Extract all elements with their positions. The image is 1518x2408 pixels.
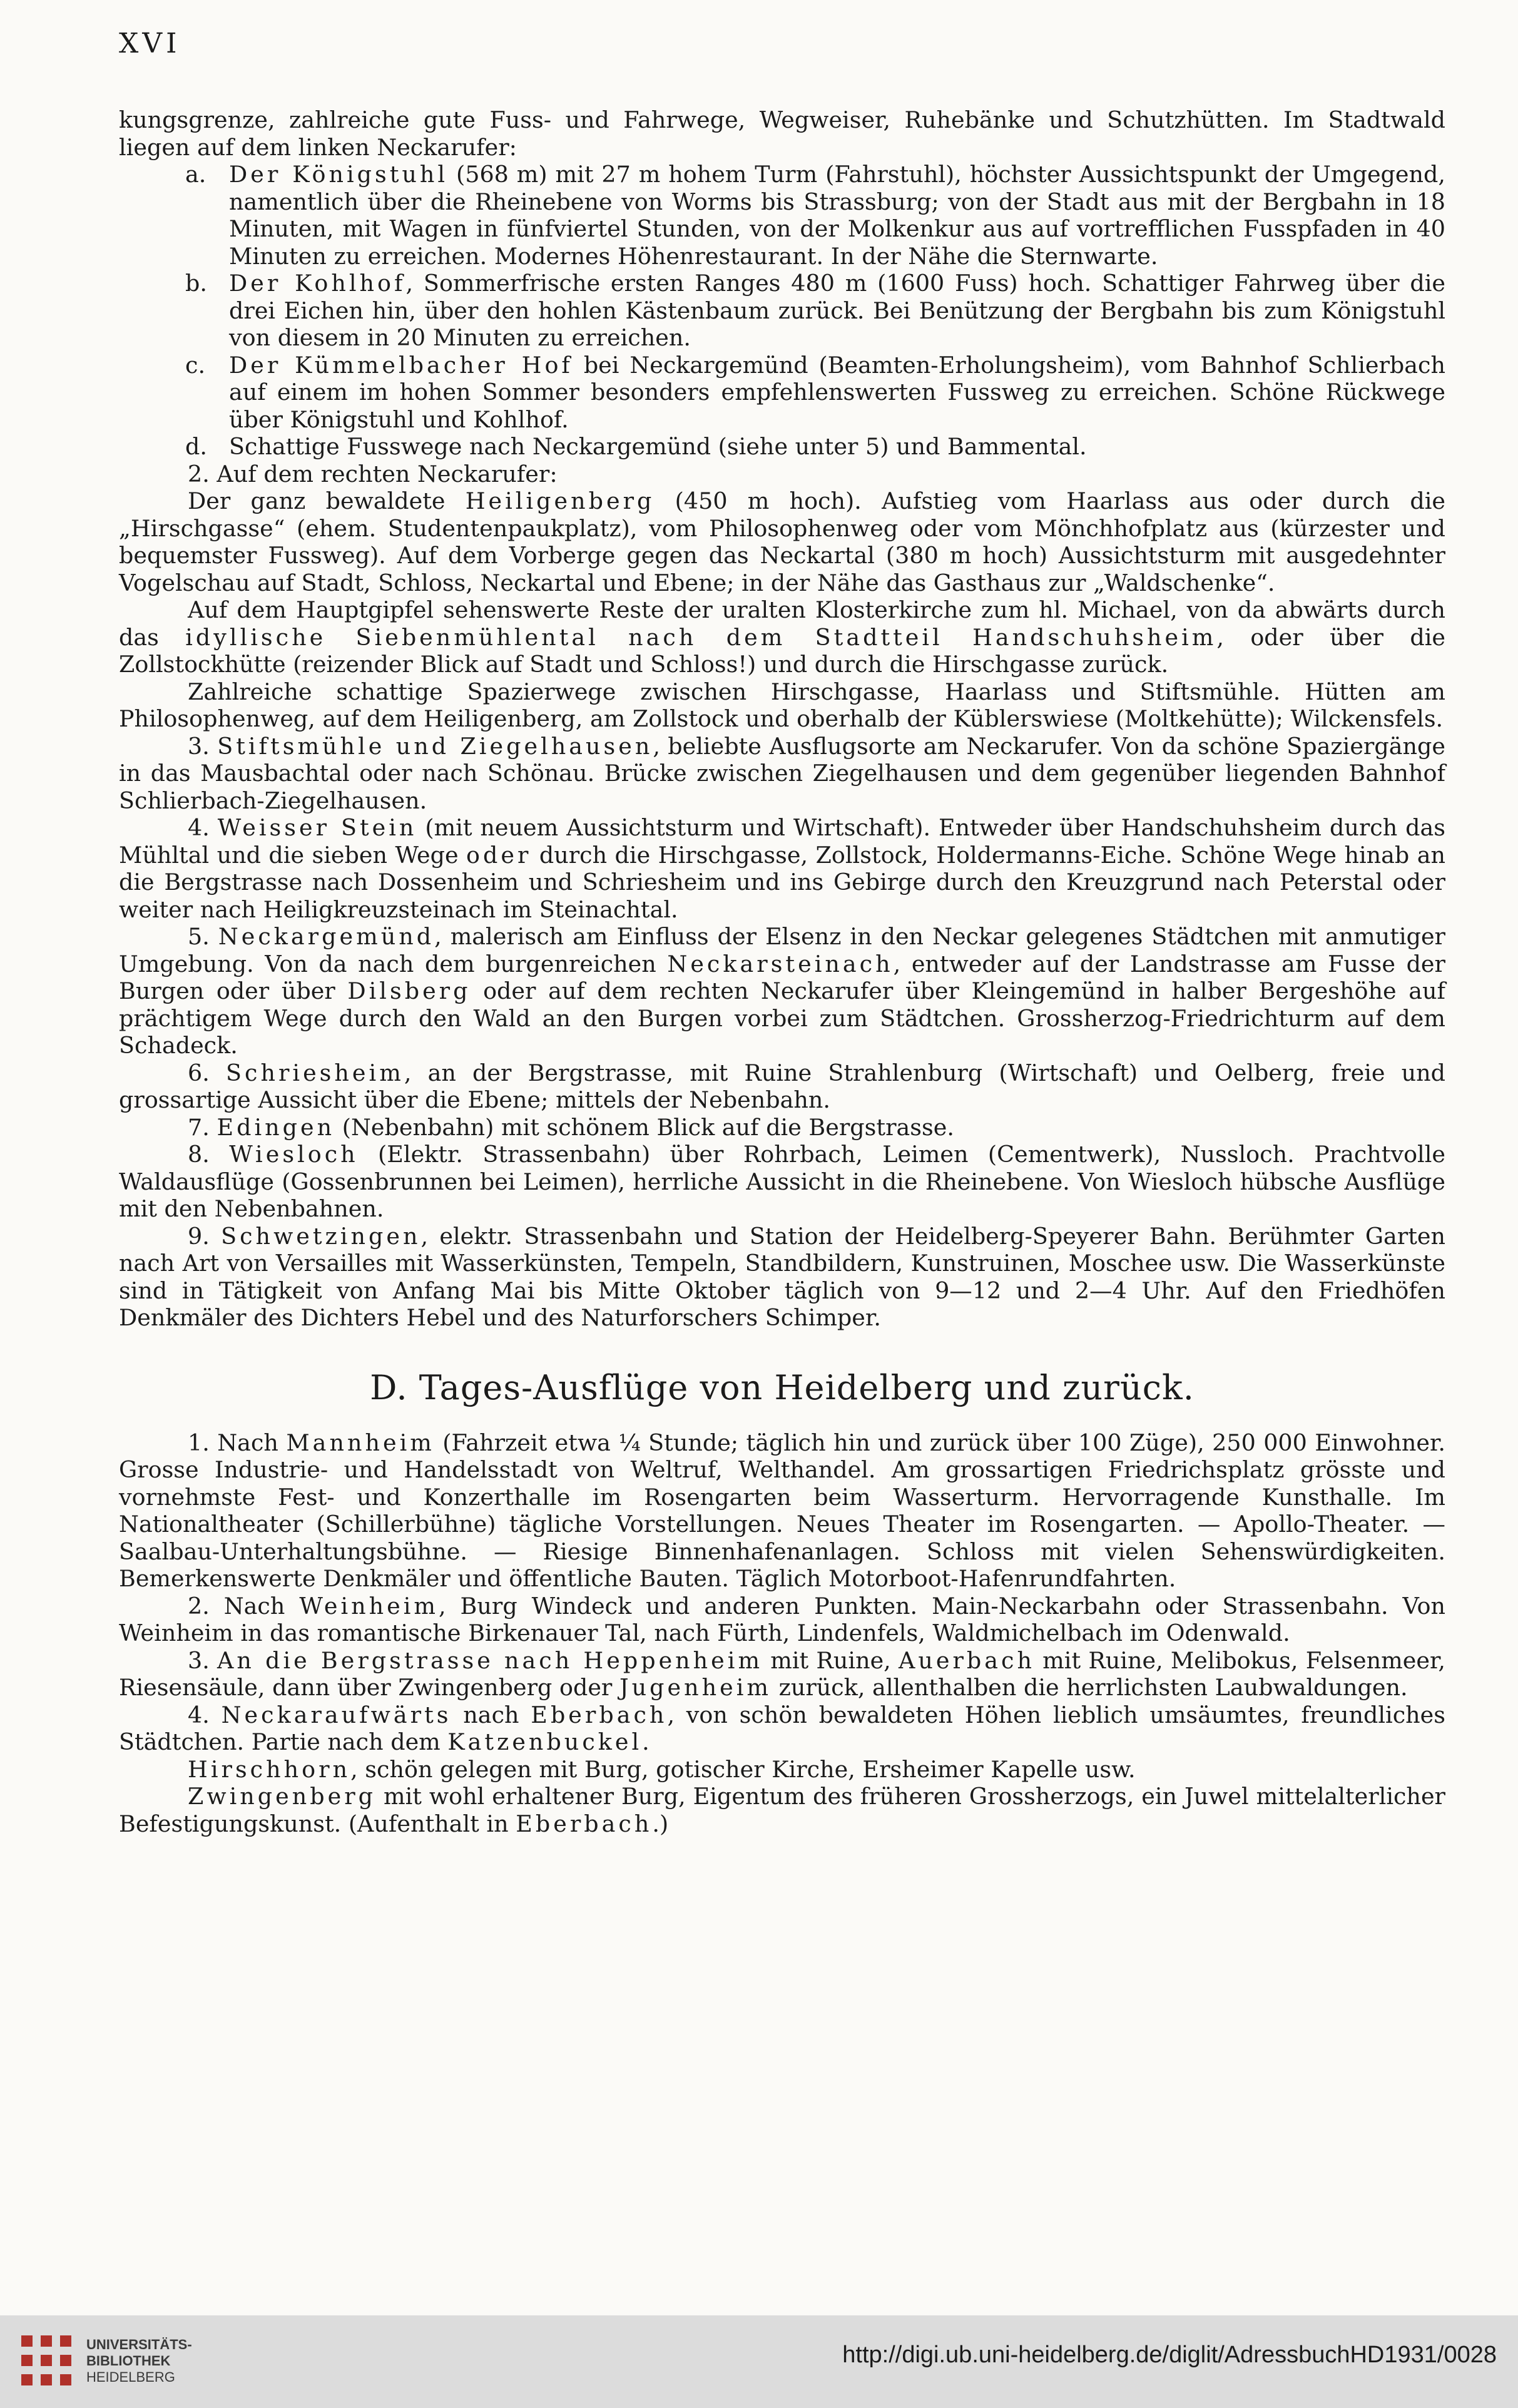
weisser-stein-name: Weisser Stein bbox=[217, 814, 417, 841]
siebenmuehlental-name: idyllische Siebenmühlental nach dem Stadtteil Handschuhsheim bbox=[185, 623, 1217, 651]
stiftsmuehle-name: Stiftsmühle und Ziegelhausen bbox=[217, 732, 653, 760]
kuemmelbacher-hof-name: Der Kümmelbacher Hof bbox=[229, 351, 573, 379]
item-label-a: a. bbox=[185, 161, 206, 188]
edingen-paragraph bbox=[119, 1114, 1445, 1141]
neckargemuend-text-a: , malerisch am Einfluss der Elsenz in den Neckar gelegenes Städtchen mit anmutiger Umgebung. Von da nach dem burgenreichen bbox=[119, 923, 1445, 977]
hauptgipfel-lead: Auf dem Hauptgipfel sehenswerte Reste der uralten Klosterkirche zum hl. Michael, von da abwärts durch das bbox=[119, 596, 1445, 651]
edingen-text: (Nebenbahn) mit schönem Blick auf die Bergstrasse. bbox=[335, 1113, 954, 1141]
hirschhorn-paragraph bbox=[119, 1756, 1445, 1783]
heiligenberg-name: Heiligenberg bbox=[465, 487, 655, 514]
schriesheim-text: , an der Bergstrasse, mit Ruine Strahlenburg (Wirtschaft) und Oelberg, freie und grossartige Aussicht über die Ebene; mittels der Nebenbahn. bbox=[119, 1059, 1445, 1113]
eberbach-name: Eberbach bbox=[531, 1701, 668, 1728]
neckaraufwaerts-text-a: nach bbox=[451, 1701, 531, 1728]
intro-text: kungsgrenze, zahlreiche gute Fuss- und Fahrwege, Wegweiser, Ruhebänke und Schutzhütten. Im Stadtwald liegen auf dem linken Neckarufer: bbox=[119, 106, 1445, 161]
intro-paragraph bbox=[119, 106, 1445, 161]
koenigstuhl-text: (568 m) mit 27 m hohem Turm (Fahrstuhl), höchster Aussichtspunkt der Umgegend, namentlich über die Rheinebene von Worms bis Strassburg; von der Stadt aus mit der Bergbahn in 18 Minuten, mit Wagen in fünfviertel Stunden, von der Molkenkur aus auf vortrefflichen Fusspfaden in 40 Minuten zu erreichen. Modernes Höhenrestaurant. In der Nähe die Sternwarte. bbox=[229, 161, 1445, 270]
section-2-heading bbox=[119, 461, 1445, 488]
wiesloch-text: (Elektr. Strassenbahn) über Rohrbach, Leimen (Cementwerk), Nussloch. Prachtvolle Waldausflüge (Gossenbrunnen bei Leimen), herrliche Aussicht in die Rheinebene. Von Wiesloch hübsche Ausflüge mit den Nebenbahnen. bbox=[119, 1141, 1445, 1222]
list-item-b bbox=[119, 270, 1445, 352]
list-item-d bbox=[119, 433, 1445, 461]
source-url-link[interactable]: http://digi.ub.uni-heidelberg.de/diglit/AdressbuchHD1931/0028 bbox=[842, 2342, 1497, 2368]
mannheim-name: Mannheim bbox=[286, 1429, 435, 1456]
kuemmelbacher-hof-text: bei Neckargemünd (Beamten-Erholungsheim), vom Bahnhof Schlierbach auf einem im hohen Sommer besonders empfehlenswerten Fussweg zu erreichen. Schöne Rückwege über Königstuhl und Kohlhof. bbox=[229, 351, 1445, 433]
neckaraufwaerts-text-b: , von schön bewaldeten Höhen lieblich umsäumtes, freundliches Städtchen. Partie nach dem bbox=[119, 1701, 1445, 1755]
weinheim-text: , Burg Windeck und anderen Punkten. Main-Neckarbahn oder Strassenbahn. Von Weinheim in das romantische Birkenauer Tal, nach Fürth, Lindenfels, Waldmichelbach im Odenwald. bbox=[119, 1592, 1445, 1646]
university-seal-icon bbox=[18, 2332, 75, 2389]
hirschhorn-name: Hirschhorn bbox=[188, 1755, 351, 1783]
neckaraufwaerts-number: 4. bbox=[188, 1701, 222, 1728]
stiftsmuehle-text: , beliebte Ausflugsorte am Neckarufer. Von da schöne Spaziergänge in das Mausbachtal oder nach Schönau. Brücke zwischen Ziegelhausen und dem gegenüber liegenden Bahnhof Schlierbach-Ziegelhausen. bbox=[119, 732, 1445, 814]
neckargemuend-paragraph bbox=[119, 923, 1445, 1059]
zwingenberg-paragraph bbox=[119, 1783, 1445, 1837]
logo-line-3: HEIDELBERG bbox=[86, 2369, 175, 2385]
weinheim-paragraph bbox=[119, 1593, 1445, 1647]
bergstrasse-text-d: mit Ruine, Melibokus, Felsenmeer, Riesensäule, dann über Zwingenberg oder bbox=[119, 1646, 1445, 1701]
section-2-text: 2. Auf dem rechten Neckarufer: bbox=[188, 460, 558, 487]
schriesheim-paragraph bbox=[119, 1059, 1445, 1114]
zwingenberg-text-b: .) bbox=[652, 1810, 669, 1837]
page-body bbox=[119, 106, 1445, 1837]
zwingenberg-text-a: mit wohl erhaltener Burg, Eigentum des früheren Grossherzogs, ein Juwel mittelalterlicher Befestigungskunst. (Aufenthalt in bbox=[119, 1783, 1445, 1837]
item-label-b: b. bbox=[185, 270, 207, 297]
library-logo-text bbox=[86, 2337, 192, 2385]
katzenbuckel-name: Katzenbuckel bbox=[447, 1728, 643, 1755]
neckargemuend-text-b: , entweder auf der Landstrasse am Fusse der Burgen oder über bbox=[119, 950, 1445, 1004]
schwetzingen-text: , elektr. Strassenbahn und Station der Heidelberg-Speyerer Bahn. Berühmter Garten nach Art von Versailles mit Wasserkünsten, Tempeln, Standbildern, Kunstruinen, Moschee usw. Die Wasserkünste sind in Tätigkeit von Anfang Mai bis Mitte Oktober täglich von 9—12 und 2—4 Uhr. Auf den Friedhöfen Denkmäler des Dichters Hebel und des Naturforschers Schimper. bbox=[119, 1222, 1445, 1331]
heiligenberg-lead: Der ganz bewaldete bbox=[188, 487, 466, 514]
spazierwege-paragraph bbox=[119, 678, 1445, 733]
logo-line-2: BIBLIOTHEK bbox=[86, 2353, 171, 2369]
stiftsmuehle-paragraph bbox=[119, 733, 1445, 815]
weisser-stein-oder: oder bbox=[466, 841, 532, 869]
wiesloch-name: Wiesloch bbox=[229, 1141, 359, 1168]
edingen-name: Edingen bbox=[216, 1113, 335, 1141]
page-number: XVI bbox=[119, 28, 181, 59]
wiesloch-number: 8. bbox=[188, 1141, 230, 1168]
neckargemuend-text-c: oder auf dem rechten Neckarufer über Kleingemünd in halber Bergeshöhe auf prächtigem Wege durch den Wald an den Burgen vorbei zum Städtchen. Grossherzog-Friedrichturm auf dem Schadeck. bbox=[119, 977, 1445, 1059]
dilsberg-name: Dilsberg bbox=[347, 977, 471, 1004]
weisser-stein-text-b: durch die Hirschgasse, Zollstock, Holdermanns-Eiche. Schöne Wege hinab an die Bergstrasse nach Dossenheim und Schriesheim und ins Gebirge durch den Kreuzgrund nach Peterstal oder weiter nach Heiligkreuzsteinach im Steinachtal. bbox=[119, 841, 1445, 923]
jugenheim-name: Jugenheim bbox=[619, 1674, 772, 1701]
auerbach-name: Auerbach bbox=[898, 1646, 1035, 1674]
bergstrasse-text-b: mit Ruine, bbox=[763, 1646, 899, 1674]
schriesheim-name: Schriesheim bbox=[226, 1059, 404, 1086]
digitization-footer bbox=[0, 2315, 1518, 2408]
schwetzingen-name: Schwetzingen bbox=[221, 1222, 421, 1250]
neckaraufwaerts-text-c: . bbox=[642, 1728, 649, 1755]
schwetzingen-paragraph bbox=[119, 1223, 1445, 1332]
neckaraufwaerts-name: Neckaraufwärts bbox=[221, 1701, 452, 1728]
kohlhof-text: , Sommerfrische ersten Ranges 480 m (1600 Fuss) hoch. Schattiger Fahrweg über die drei Eichen hin, über den hohlen Kästenbaum zurück. Bei Benützung der Bergbahn bis zum Königstuhl von diesem in 20 Minuten zu erreichen. bbox=[229, 270, 1446, 351]
mannheim-number: 1. Nach bbox=[188, 1429, 287, 1456]
neckargemuend-name: Neckargemünd bbox=[218, 923, 435, 950]
koenigstuhl-name: Der Königstuhl bbox=[229, 161, 449, 188]
list-item-a bbox=[119, 161, 1445, 270]
hauptgipfel-text: , oder über die Zollstockhütte (reizender Blick auf Stadt und Schloss!) und durch die Hirschgasse zurück. bbox=[119, 623, 1445, 678]
weinheim-name: Weinheim bbox=[299, 1592, 439, 1620]
neckaraufwaerts-paragraph bbox=[119, 1701, 1445, 1756]
schwetzingen-number: 9. bbox=[188, 1222, 222, 1250]
section-d-heading: D. Tages-Ausflüge von Heidelberg und zurück. bbox=[370, 1367, 1195, 1407]
bergstrasse-text-f: zurück, allenthalben die herrlichsten Laubwaldungen. bbox=[772, 1674, 1408, 1701]
wiesloch-paragraph bbox=[119, 1141, 1445, 1223]
list-item-c bbox=[119, 352, 1445, 434]
heiligenberg-paragraph bbox=[119, 487, 1445, 596]
weisser-stein-paragraph bbox=[119, 814, 1445, 923]
neckargemuend-number: 5. bbox=[188, 923, 218, 950]
bergstrasse-paragraph bbox=[119, 1647, 1445, 1701]
weinheim-number: 2. Nach bbox=[188, 1592, 300, 1620]
weisser-stein-text-a: (mit neuem Aussichtsturm und Wirtschaft). Entweder über Handschuhsheim durch das Mühltal und die sieben Wege bbox=[119, 814, 1445, 869]
hauptgipfel-paragraph bbox=[119, 596, 1445, 678]
item-label-c: c. bbox=[185, 351, 206, 379]
item-label-d: d. bbox=[185, 433, 207, 460]
edingen-number: 7. bbox=[188, 1113, 217, 1141]
bergstrasse-number: 3. bbox=[188, 1646, 218, 1674]
fusswege-text: Schattige Fusswege nach Neckargemünd (siehe unter 5) und Bammental. bbox=[229, 433, 1087, 460]
mannheim-paragraph bbox=[119, 1429, 1445, 1593]
stiftsmuehle-number: 3. bbox=[188, 732, 218, 760]
zwingenberg-name: Zwingenberg bbox=[188, 1783, 377, 1810]
eberbach-name-2: Eberbach bbox=[516, 1810, 653, 1837]
neckarsteinach-name: Neckarsteinach bbox=[667, 950, 894, 977]
weisser-stein-number: 4. bbox=[188, 814, 218, 841]
spazierwege-text: Zahlreiche schattige Spazierwege zwischen Hirschgasse, Haarlass und Stiftsmühle. Hütten am Philosophenweg, auf dem Heiligenberg, am Zollstock und oberhalb der Küblerswiese (Moltkehütte); Wilckensfels. bbox=[119, 678, 1445, 732]
heiligenberg-text: (450 m hoch). Aufstieg vom Haarlass aus oder durch die „Hirschgasse“ (ehem. Studentenpaukplatz), vom Philosophenweg oder vom Mönchhofplatz aus (kürzester und bequemster Fussweg). Auf dem Vorberge gegen das Neckartal (380 m hoch) Aussichtsturm mit ausgedehnter Vogelschau auf Stadt, Schloss, Neckartal und Ebene; in der Nähe das Gasthaus zur „Waldschenke“. bbox=[119, 487, 1445, 596]
schriesheim-number: 6. bbox=[188, 1059, 226, 1086]
heppenheim-name: An die Bergstrasse nach Heppenheim bbox=[217, 1646, 763, 1674]
kohlhof-name: Der Kohlhof bbox=[229, 270, 406, 297]
logo-line-1: UNIVERSITÄTS- bbox=[86, 2337, 192, 2352]
mannheim-text: (Fahrzeit etwa ¼ Stunde; täglich hin und zurück über 100 Züge), 250 000 Einwohner. Grosse Industrie- und Handelsstadt von Weltruf, Welthandel. Am grossartigen Friedrichsplatz grösste und vornehmste Fest- und Konzerthalle im Rosengarten beim Wasserturm. Hervorragende Kunsthalle. Im Nationaltheater (Schillerbühne) tägliche Vorstellungen. Neues Theater im Rosengarten. — Apollo-Theater. — Saalbau-Unterhaltungsbühne. — Riesige Binnenhafenanlagen. Schloss mit vielen Sehenswürdigkeiten. Bemerkenswerte Denkmäler und öffentliche Bauten. Täglich Motorboot-Hafenrundfahrten. bbox=[119, 1429, 1445, 1592]
hirschhorn-text: , schön gelegen mit Burg, gotischer Kirche, Ersheimer Kapelle usw. bbox=[350, 1755, 1136, 1783]
